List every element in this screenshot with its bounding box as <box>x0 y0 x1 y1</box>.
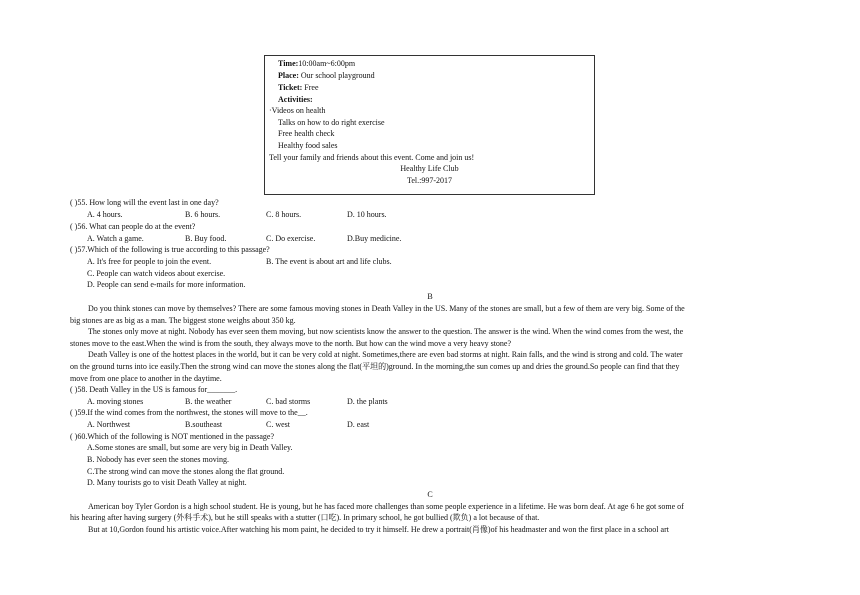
question-59-option-a: A. Northwest <box>87 420 131 429</box>
question-60-option-c: C.The strong wind can move the stones along the flat ground. <box>87 467 285 476</box>
notice-ticket: Ticket: Free <box>278 83 319 92</box>
question-58-option-b: B. the weather <box>185 397 232 406</box>
question-60-option-d: D. Many tourists go to visit Death Valley at night. <box>87 478 247 487</box>
activity-item: ·Videos on health <box>269 106 326 115</box>
section-c-paragraph-1-line: his hearing after having surgery (外科手术), but he still speaks with a stutter (口吃). In primary school, he got bullied (欺负) a lot because of that. <box>70 513 540 522</box>
question-60-option-a: A.Some stones are small, but some are very big in Death Valley. <box>87 443 293 452</box>
notice-time: Time:10:00am~6:00pm <box>278 59 356 68</box>
section-b-paragraph-3-line: on the ground turns into ice easily.Then the strong wind can move the stones along the flat(平坦的)ground. In the morning,the sun comes up and dries the ground.So people can find that they <box>70 362 680 371</box>
question-60-stem: ( )60.Which of the following is NOT mentioned in the passage? <box>70 432 275 441</box>
section-b-paragraph-3-line: Death Valley is one of the hottest places in the world, but it can be very cold at night. Sometimes,there are even bad storms at night. Rain falls, and the wind is strong and cold. The water <box>88 350 683 359</box>
section-b-paragraph-1-line: Do you think stones can move by themselves? There are some famous moving stones in Death Valley in the US. Many of the stones are small, but a few of them are very big. Some of the <box>88 304 685 313</box>
section-b-paragraph-1-line: big stones are as big as a man. The biggest stone weighs about 350 kg. <box>70 316 296 325</box>
question-56-option-a: A. Watch a game. <box>87 234 144 243</box>
question-56-stem: ( )56. What can people do at the event? <box>70 222 196 231</box>
notice-tel: Tel.:997-2017 <box>407 176 452 185</box>
notice-club: Healthy Life Club <box>400 164 459 173</box>
question-59-option-d: D. east <box>347 420 370 429</box>
question-59-option-b: B.southeast <box>185 420 223 429</box>
question-56-option-d: D.Buy medicine. <box>347 234 402 243</box>
activity-item: Healthy food sales <box>278 141 338 150</box>
question-58-option-a: A. moving stones <box>87 397 144 406</box>
question-57-option-d: D. People can send e-mails for more information. <box>87 280 246 289</box>
event-notice-box <box>264 55 595 195</box>
section-c-paragraph-1-line: American boy Tyler Gordon is a high school student. He is young, but he has faced more challenges than some people experience in a lifetime. He was born deaf. At age 6 he got some of <box>88 502 684 511</box>
question-58-option-d: D. the plants <box>347 397 388 406</box>
notice-activities-label: Activities: <box>278 95 313 104</box>
section-c-paragraph-2-line: But at 10,Gordon found his artistic voice.After watching his mom paint, he decided to try it himself. He drew a portrait(肖像)of his headmaster and won the first place in a school art <box>88 525 669 534</box>
question-58-option-c: C. bad storms <box>266 397 311 406</box>
activity-item: Free health check <box>278 129 335 138</box>
question-57-option-a: A. It's free for people to join the event. <box>87 257 212 266</box>
section-b-paragraph-2-line: stones move to the east.When the wind is from the south, they always move to the north. But how can the wind move a very heavy stone? <box>70 339 512 348</box>
section-b-paragraph-2-line: The stones only move at night. Nobody has ever seen them moving, but now scientists know the answer to the question. The answer is the wind. When the wind comes from the west, the <box>88 327 684 336</box>
question-57-option-c: C. People can watch videos about exercise. <box>87 269 226 278</box>
question-56-option-b: B. Buy food. <box>185 234 227 243</box>
question-59-stem: ( )59.If the wind comes from the northwest, the stones will move to the__. <box>70 408 308 417</box>
section-c-letter: C <box>427 490 433 499</box>
notice-place: Place: Our school playground <box>278 71 375 80</box>
question-60-option-b: B. Nobody has ever seen the stones moving. <box>87 455 229 464</box>
question-57-option-b: B. The event is about art and life clubs. <box>266 257 392 266</box>
question-55-option-b: B. 6 hours. <box>185 210 221 219</box>
section-b-letter: B <box>427 292 433 301</box>
question-55-stem: ( )55. How long will the event last in one day? <box>70 198 219 207</box>
question-55-option-d: D. 10 hours. <box>347 210 387 219</box>
question-59-option-c: C. west <box>266 420 290 429</box>
question-55-option-c: C. 8 hours. <box>266 210 302 219</box>
notice-invite: Tell your family and friends about this event. Come and join us! <box>269 153 475 162</box>
section-b-paragraph-3-line: move from one place to another in the daytime. <box>70 374 222 383</box>
question-55-option-a: A. 4 hours. <box>87 210 123 219</box>
question-56-option-c: C. Do exercise. <box>266 234 316 243</box>
question-58-stem: ( )58. Death Valley in the US is famous for_______. <box>70 385 238 394</box>
question-57-stem: ( )57.Which of the following is true according to this passage? <box>70 245 270 254</box>
activity-item: Talks on how to do right exercise <box>278 118 385 127</box>
